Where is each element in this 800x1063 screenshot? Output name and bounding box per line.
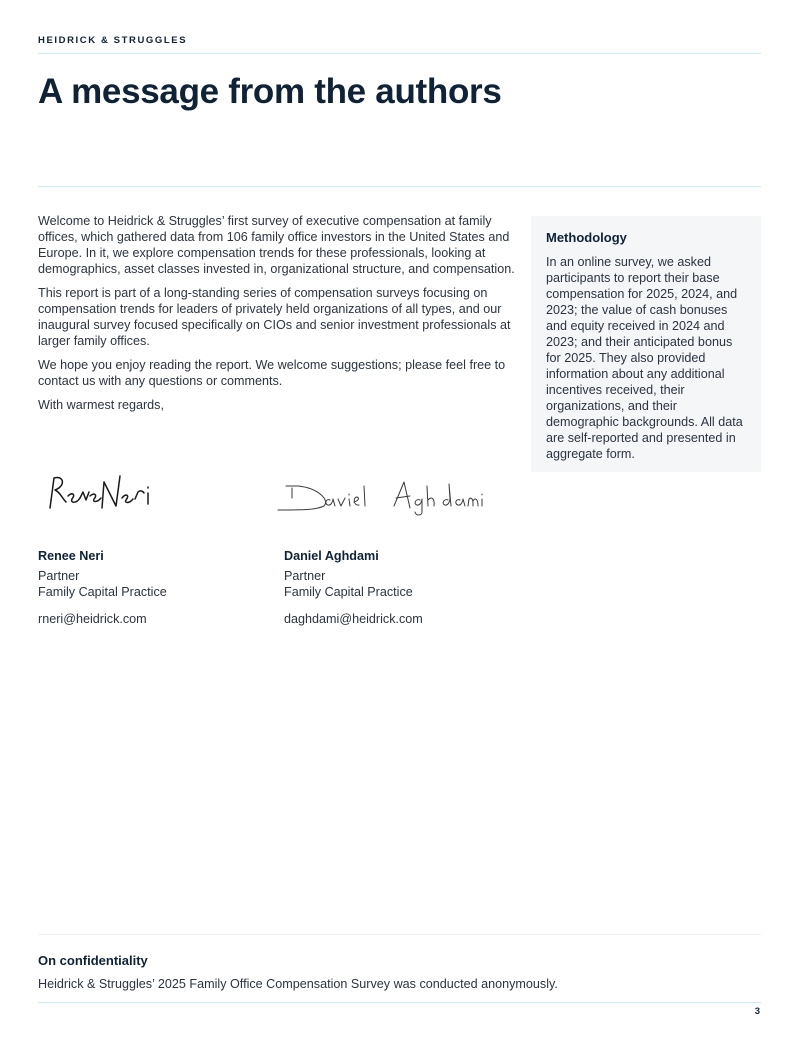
brand-label: HEIDRICK & STRUGGLES <box>38 35 188 46</box>
intro-text <box>38 213 520 421</box>
methodology-box <box>531 216 761 472</box>
intro-paragraph: This report is part of a long-standing series of compensation surveys focusing on compensation trends for leaders of privately held organizations of all types, and our inaugural survey focused specifically on CIOs and senior investment professionals at larger family offices. <box>38 286 511 348</box>
author-practice: Family Capital Practice <box>38 585 167 599</box>
author-name: Daniel Aghdami <box>284 549 379 563</box>
header-divider <box>38 53 761 54</box>
author-name: Renee Neri <box>38 549 104 563</box>
page-title: A message from the authors <box>38 72 502 111</box>
confidentiality-text: Heidrick & Struggles’ 2025 Family Office Compensation Survey was conducted anonymously. <box>38 977 558 991</box>
page-number: 3 <box>754 1006 760 1017</box>
confidentiality-title: On confidentiality <box>38 953 148 968</box>
author-email[interactable]: daghdami@heidrick.com <box>284 612 423 626</box>
author-practice: Family Capital Practice <box>284 585 413 599</box>
title-divider <box>38 186 761 187</box>
author-email[interactable]: rneri@heidrick.com <box>38 612 147 626</box>
methodology-text: In an online survey, we asked participants to report their base compensation for 2025, 2024, and 2023; the value of cash bonuses and equity received in 2024 and 2023; and their anticipated bonus for 2025. They also provided information about any additional incentives received, their organizations, and their demographic backgrounds. All data are self-reported and presented in aggregate form. <box>546 255 743 461</box>
author-daniel-aghdami <box>284 548 423 627</box>
signature-renee-neri <box>40 468 170 518</box>
intro-paragraph: Welcome to Heidrick & Struggles’ first survey of executive compensation at family offices, which gathered data from 106 family office investors in the United States and Europe. In it, we explore compensation trends for these professionals, looking at demographics, asset classes invested in, organizational structure, and compensation. <box>38 214 515 276</box>
bottom-divider <box>38 1002 761 1003</box>
intro-paragraph: We hope you enjoy reading the report. We welcome suggestions; please feel free to contact us with any questions or comments. <box>38 358 506 388</box>
author-renee-neri <box>38 548 167 627</box>
author-role: Partner <box>284 569 326 583</box>
methodology-title: Methodology <box>546 230 627 245</box>
closing-line: With warmest regards, <box>38 398 164 412</box>
author-role: Partner <box>38 569 80 583</box>
signature-daniel-aghdami <box>272 476 487 518</box>
footer-divider <box>38 934 761 935</box>
